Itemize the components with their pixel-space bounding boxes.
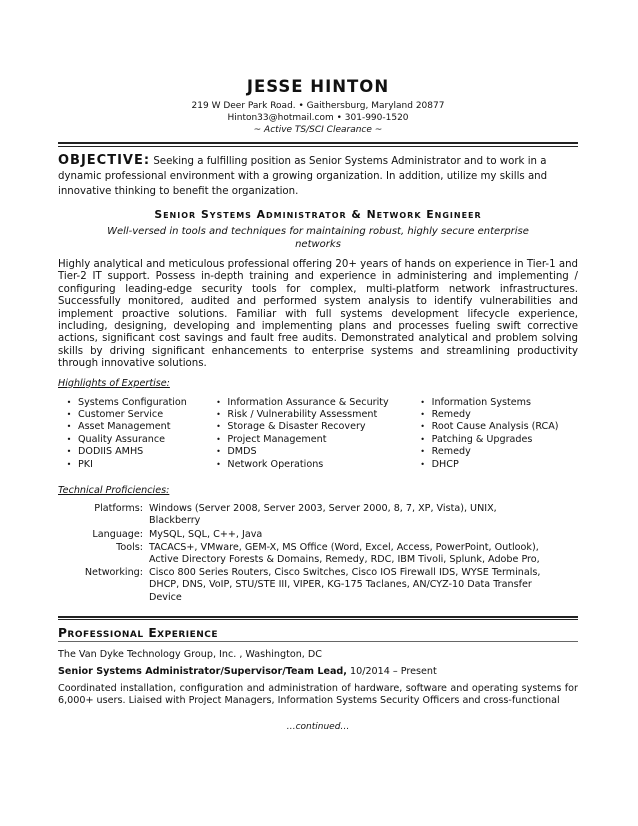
highlights-list — [58, 397, 578, 471]
clearance-line: ~ Active TS/SCI Clearance ~ — [253, 125, 383, 135]
list-item: • Remedy — [414, 446, 578, 458]
list-item: • Quality Assurance — [60, 434, 209, 446]
continued-note: …continued… — [286, 721, 350, 732]
list-item: • DODIIS AMHS — [60, 446, 209, 458]
list-item: • Remedy — [414, 409, 578, 421]
profile-subtitle: Well-versed in tools and techniques for maintaining robust, highly secure enterprise networks — [107, 226, 529, 250]
technical-row — [58, 529, 578, 541]
technical-row — [58, 542, 578, 566]
list-item: • DMDS — [209, 446, 413, 458]
role-line — [58, 665, 578, 678]
technical-row — [58, 503, 578, 527]
profile-summary: Highly analytical and meticulous professional offering 20+ years of hands on experience in Tier-1 and Tier-2 IT support. Possess in-depth training and experience in administering and implementing / configuring leading-edge security tools for complex, multi-platform network infrastructures. Successfully monitored, audited and performed system analysis to identify vulnerabilities and implement proactive solutions. Familiar with full systems development lifecycle experience, including, designing, developing and implementing plans and processes fueling swift corrective actions, significant cost savings and fault free audits. Demonstrated analytical and problem solving skills by driving significant enhancements to enterprise systems and streamlining productivity through innovative solutions. — [58, 259, 578, 370]
technical-value: Cisco 800 Series Routers, Cisco Switches, Cisco IOS Firewall IDS, WYSE Terminals, DHCP, DNS, VoIP, STU/STE III, VIPER, KG-175 Taclanes, AN/CYZ-10 Data Transfer Device — [149, 567, 541, 603]
technical-table — [58, 503, 578, 604]
company-line: The Van Dyke Technology Group, Inc. , Washington, DC — [58, 648, 322, 660]
list-item: • Information Assurance & Security — [209, 397, 413, 409]
technical-key: Language: — [92, 528, 143, 540]
technical-key: Tools: — [116, 541, 143, 553]
list-item: • Systems Configuration — [60, 397, 209, 409]
highlights-column-3 — [414, 397, 578, 471]
objective-text: Seeking a fulfilling position as Senior Systems Administrator and to work in a dynamic professional environment with a growing organization. In addition, utilize my skills and innovative thinking to benefit the organization. — [58, 156, 548, 197]
list-item: • Customer Service — [60, 409, 209, 421]
technical-key: Networking: — [84, 567, 143, 579]
objective-label: OBJECTIVE — [58, 153, 144, 168]
technical-row — [58, 567, 578, 604]
email-phone-line: Hinton33@hotmail.com • 301-990-1520 — [227, 113, 409, 123]
highlights-column-1 — [58, 397, 209, 471]
candidate-name: JESSE HINTON — [246, 77, 390, 96]
role-title: Senior Systems Administrator/Supervisor/Team Lead, — [58, 665, 347, 677]
list-item: • Asset Management — [60, 421, 209, 433]
list-item: • Risk / Vulnerability Assessment — [209, 409, 413, 421]
technical-value: TACACS+, VMware, GEM-X, MS Office (Word, Excel, Access, PowerPoint, Outlook), Active Directory Forests & Domains, Remedy, RDC, IBM Tivoli, Splunk, Adobe Pro, — [149, 541, 540, 565]
contact-block — [58, 100, 578, 136]
profile-title: Senior Systems Administrator & Network Engineer — [154, 208, 482, 221]
technical-value: MySQL, SQL, C++, Java — [149, 528, 263, 540]
technical-key: Platforms: — [94, 503, 143, 515]
objective-colon: : — [143, 153, 151, 168]
resume-page — [58, 0, 578, 732]
role-dates: 10/2014 – Present — [350, 665, 437, 677]
header-divider — [58, 142, 578, 147]
list-item: • Information Systems — [414, 397, 578, 409]
list-item: • Patching & Upgrades — [414, 434, 578, 446]
list-item: • Root Cause Analysis (RCA) — [414, 421, 578, 433]
experience-heading: Professional Experience — [58, 625, 219, 640]
technical-value: Windows (Server 2008, Server 2003, Server 2000, 8, 7, XP, Vista), UNIX, Blackberry — [149, 503, 497, 527]
highlights-heading: Highlights of Expertise: — [58, 377, 170, 389]
list-item: • DHCP — [414, 459, 578, 471]
role-description: Coordinated installation, configuration and administration of hardware, software and operating systems for 6,000+ users. Liaised with Project Managers, Information Systems Security Officers and cross-functional — [58, 682, 578, 707]
highlights-column-2 — [209, 397, 413, 471]
list-item: • Network Operations — [209, 459, 413, 471]
technical-heading: Technical Proficiencies: — [58, 485, 170, 497]
address-line: 219 W Deer Park Road. • Gaithersburg, Maryland 20877 — [191, 101, 445, 111]
list-item: • Storage & Disaster Recovery — [209, 421, 413, 433]
experience-underline — [58, 641, 578, 642]
list-item: • PKI — [60, 459, 209, 471]
objective-section — [58, 153, 578, 199]
experience-divider — [58, 616, 578, 620]
list-item: • Project Management — [209, 434, 413, 446]
